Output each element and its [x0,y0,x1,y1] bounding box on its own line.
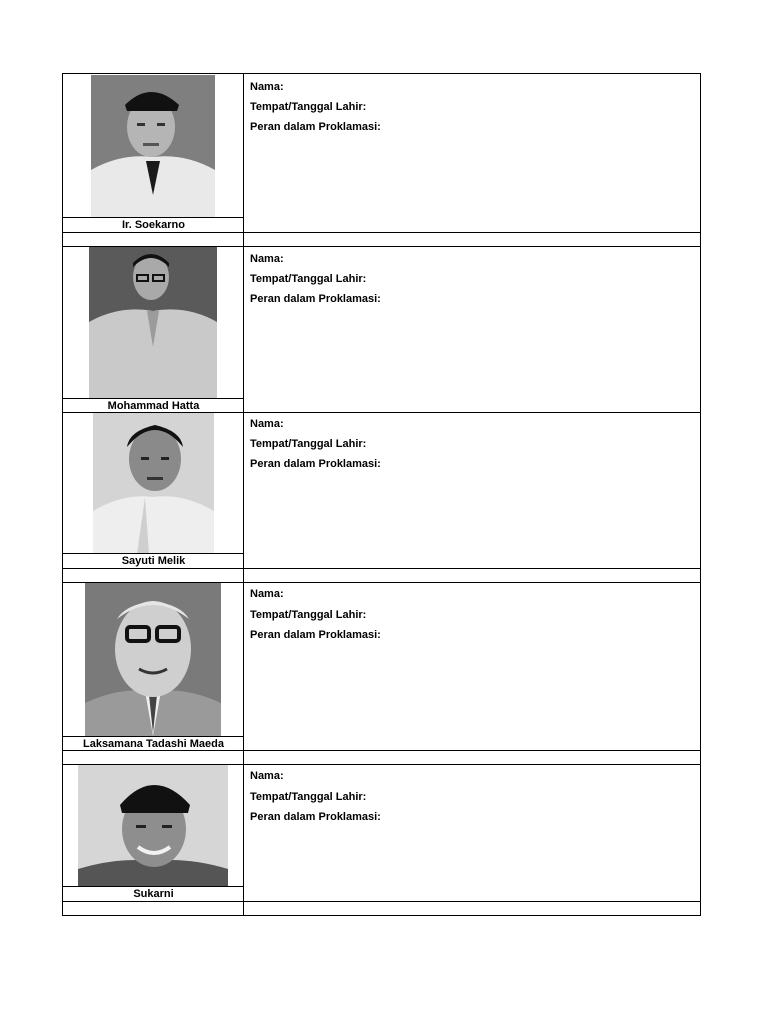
role-label: Peran dalam Proklamasi: [250,293,381,305]
birth-label: Tempat/Tanggal Lahir: [250,609,367,621]
photo-cell [63,412,244,568]
portrait-photo-soekarno [91,75,215,217]
photo-cell [63,582,244,750]
figure-caption: Ir. Soekarno [122,219,185,231]
info-cell [244,582,700,750]
figure-caption: Sayuti Melik [121,555,186,567]
figure-caption: Mohammad Hatta [107,400,200,412]
figure-row [63,764,700,901]
birth-label: Tempat/Tanggal Lahir: [250,273,367,285]
birth-label: Tempat/Tanggal Lahir: [250,791,367,803]
spacer-row [63,232,700,246]
role-label: Peran dalam Proklamasi: [250,121,381,133]
name-label: Nama: [250,770,284,782]
photo-cell [63,764,244,901]
photo-cell [63,246,244,412]
portrait-photo-sayuti-melik [93,413,214,554]
figure-row [63,412,700,568]
spacer-row [63,568,700,582]
info-cell [244,74,700,232]
figure-row [63,74,700,232]
birth-label: Tempat/Tanggal Lahir: [250,101,367,113]
portrait-photo-tadashi-maeda [85,583,221,736]
worksheet-table [62,73,701,916]
name-label: Nama: [250,588,284,600]
figure-row [63,246,700,412]
name-label: Nama: [250,81,284,93]
figure-caption: Sukarni [133,888,174,900]
birth-label: Tempat/Tanggal Lahir: [250,438,367,450]
spacer-row [63,901,700,915]
figure-caption: Laksamana Tadashi Maeda [82,738,225,750]
photo-cell [63,74,244,232]
role-label: Peran dalam Proklamasi: [250,811,381,823]
role-label: Peran dalam Proklamasi: [250,629,381,641]
role-label: Peran dalam Proklamasi: [250,458,381,470]
name-label: Nama: [250,253,284,265]
portrait-photo-hatta [89,247,217,399]
info-cell [244,246,700,412]
figure-row [63,582,700,750]
name-label: Nama: [250,418,284,430]
portrait-photo-sukarni [78,765,228,887]
spacer-row [63,750,700,764]
info-cell [244,764,700,901]
info-cell [244,412,700,568]
